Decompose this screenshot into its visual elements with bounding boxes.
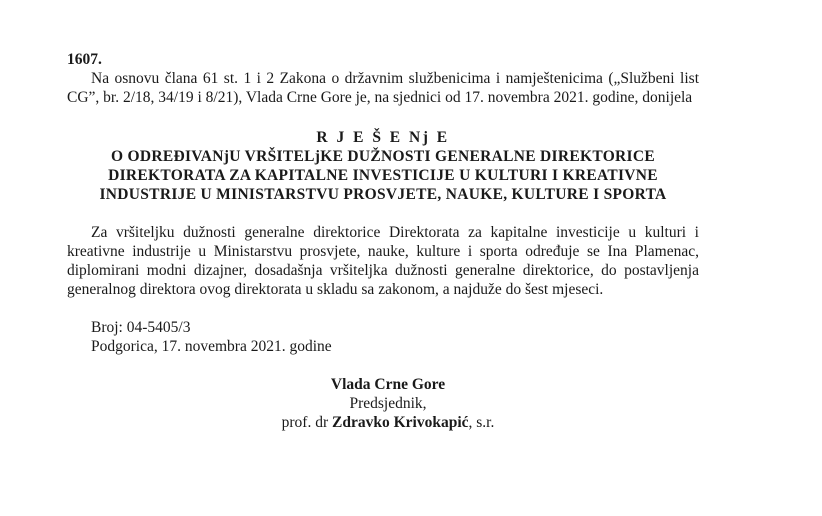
signature-name: Zdravko Krivokapić [332, 414, 469, 431]
signature-role: Predsjednik, [349, 395, 427, 412]
document-page [67, 50, 699, 432]
decision-heading: R J E Š E Nj E [316, 129, 450, 146]
signature-title-prefix: prof. dr [281, 414, 332, 431]
preamble-paragraph: Na osnovu člana 61 st. 1 i 2 Zakona o državnim službenicima i namještenicima („Službeni list CG”, br. 2/18, 34/19 i 8/21), Vlada Crne Gore je, na sjednici od 17. novembra 2021. godine, donijela [67, 70, 699, 106]
document-number: 1607. [67, 51, 102, 68]
decision-title [67, 128, 699, 204]
document-meta [67, 318, 699, 356]
signature-government: Vlada Crne Gore [330, 376, 446, 393]
reference-number: Broj: 04-5405/3 [91, 319, 191, 336]
decision-subtitle-line-1: O ODREĐIVANjU VRŠITELjKE DUŽNOSTI GENERALNE DIREKTORICE [110, 148, 656, 165]
decision-subtitle-line-3: INDUSTRIJE U MINISTARSTVU PROSVJETE, NAUKE, KULTURE I SPORTA [99, 186, 667, 203]
signature-suffix: , s.r. [468, 414, 495, 431]
decision-body-paragraph: Za vršiteljku dužnosti generalne direktorice Direktorata za kapitalne investicije u kulturi i kreativne industrije u Ministarstvu prosvjete, nauke, kulture i sporta određuje se Ina Plamenac, diplomirani modni dizajner, dosadašnja vršiteljka dužnosti generalne direktorice, do postavljenja generalnog direktora ovog direktorata u skladu sa zakonom, a najduže do šest mjeseci. [67, 224, 699, 298]
signature-line [77, 413, 699, 432]
place-and-date: Podgorica, 17. novembra 2021. godine [91, 338, 332, 355]
signature-block [67, 375, 699, 432]
decision-subtitle-line-2: DIREKTORATA ZA KAPITALNE INVESTICIJE U KULTURI I KREATIVNE [108, 167, 658, 184]
